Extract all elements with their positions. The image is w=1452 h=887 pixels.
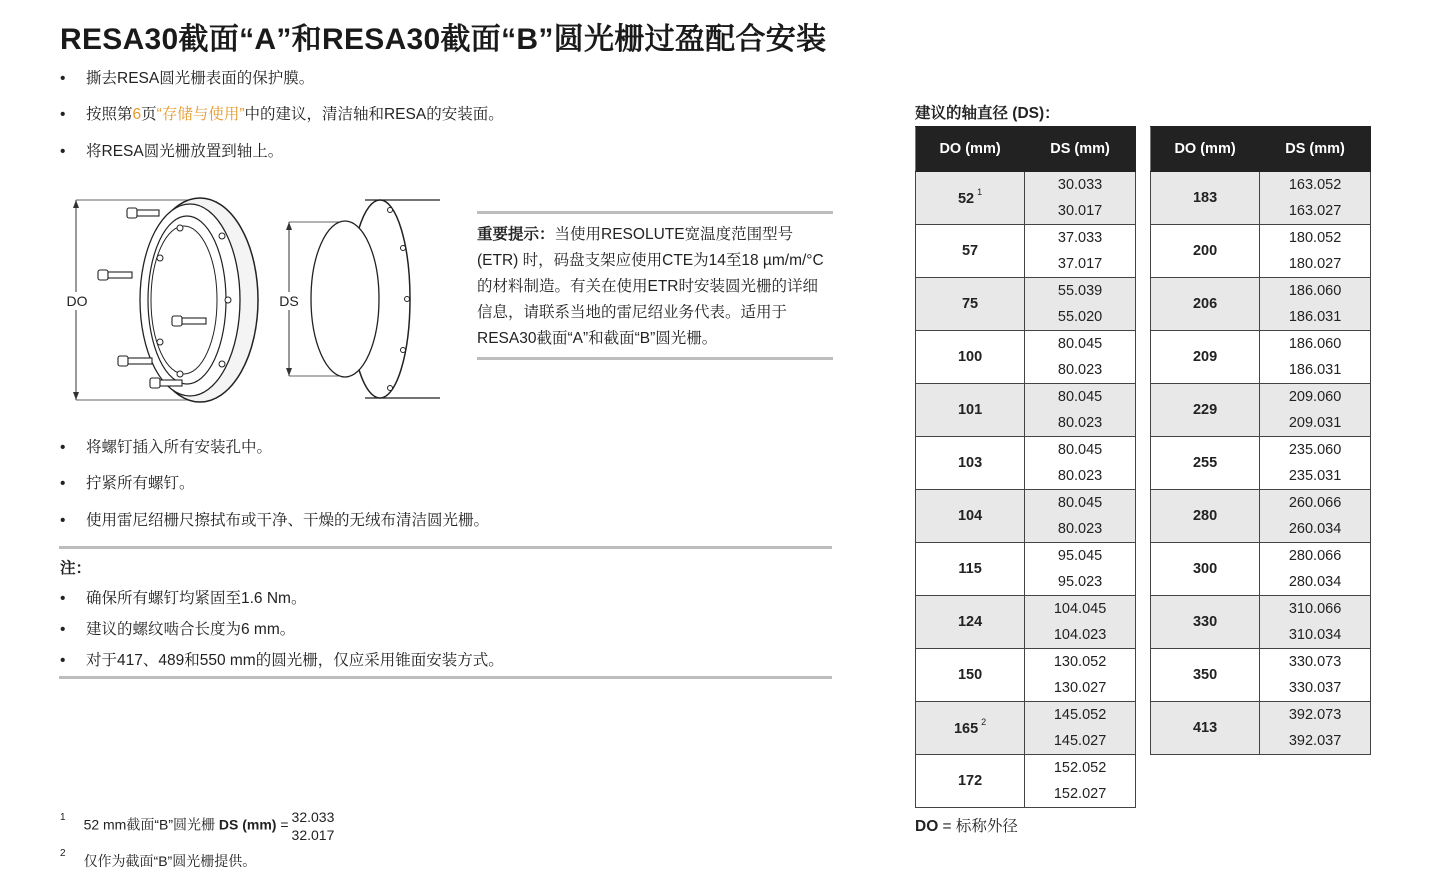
- ds-upper: 260.066: [1260, 490, 1371, 517]
- ds-upper: 392.073: [1260, 702, 1371, 729]
- do-value: 413: [1192, 720, 1218, 736]
- do-cell: [1151, 437, 1260, 490]
- footnote-1: [60, 808, 334, 844]
- ds-lower: 235.031: [1260, 463, 1371, 490]
- ds-upper: 95.045: [1025, 543, 1136, 570]
- do-cell: [916, 543, 1025, 596]
- table-row: [916, 437, 1136, 464]
- ds-upper: 80.045: [1025, 384, 1136, 411]
- ds-lower: 330.037: [1260, 675, 1371, 702]
- table-legend: [915, 814, 1018, 836]
- column-header-do: DO (mm): [1151, 127, 1260, 172]
- notes-heading: 注：: [60, 560, 92, 577]
- table-row: [916, 702, 1136, 729]
- footnote-number: 2: [60, 848, 66, 860]
- note-text: 确保所有螺钉均紧固至1.6 Nm。: [86, 590, 307, 607]
- do-cell: [1151, 649, 1260, 702]
- ds-lower: 55.020: [1025, 304, 1136, 331]
- ds-upper: 80.045: [1025, 490, 1136, 517]
- bullet-text-mid: 页: [141, 106, 157, 123]
- ds-upper: 145.052: [1025, 702, 1136, 729]
- ds-lower: 310.034: [1260, 622, 1371, 649]
- table-row: [916, 755, 1136, 782]
- do-value: 350: [1192, 667, 1218, 683]
- ring-mounting-diagram: [60, 188, 445, 408]
- ds-upper: 80.045: [1025, 437, 1136, 464]
- ds-dimension-label: DS: [279, 293, 299, 309]
- table-row: [1151, 543, 1371, 570]
- shaft-diameter-table-left: [915, 126, 1136, 808]
- footnote-eq: =: [280, 816, 289, 833]
- do-value: 150: [957, 667, 983, 683]
- ds-lower: 80.023: [1025, 357, 1136, 384]
- legend-key: DO: [915, 818, 939, 835]
- page-ref[interactable]: 6: [132, 106, 142, 123]
- table-row: [1151, 384, 1371, 411]
- ds-upper: 180.052: [1260, 225, 1371, 252]
- important-text: 当使用RESOLUTE宽温度范围型号(ETR) 时，码盘支架应使用CTE为14至18 µm/m/°C的材料制造。有关在使用ETR时安装圆光栅的详细信息，请联系当地的雷尼绍业务代表。适用于RESA30截面“A”和截面“B”圆光栅。: [477, 226, 824, 347]
- shaft-diameter-table-right: [1150, 126, 1371, 755]
- do-cell: [1151, 384, 1260, 437]
- bullet-insert-screws: [60, 435, 272, 457]
- do-value: 229: [1192, 402, 1218, 418]
- ds-upper: 330.073: [1260, 649, 1371, 676]
- bullet-dot: •: [60, 652, 66, 669]
- table-row: [916, 384, 1136, 411]
- ds-lower: 260.034: [1260, 516, 1371, 543]
- ds-upper: 209.060: [1260, 384, 1371, 411]
- table-row: [916, 490, 1136, 517]
- do-value: 115: [958, 561, 982, 577]
- ds-lower: 180.027: [1260, 251, 1371, 278]
- footnote-tolerance: [292, 808, 335, 844]
- footnote-text: 仅作为截面“B”圆光栅提供。: [83, 853, 257, 869]
- bullet-text: 将螺钉插入所有安装孔中。: [86, 439, 273, 456]
- ds-upper: 30.033: [1025, 172, 1136, 199]
- ds-lower: 152.027: [1025, 781, 1136, 808]
- ds-lower: 30.017: [1025, 198, 1136, 225]
- ds-upper: 152.052: [1025, 755, 1136, 782]
- legend-eq: =: [938, 818, 956, 835]
- do-value: 172: [957, 773, 983, 789]
- do-value: 52: [957, 190, 975, 207]
- bullet-clean: [60, 102, 504, 124]
- bullet-text: 撕去RESA圆光栅表面的保护膜。: [86, 70, 315, 87]
- footnote-2: [60, 848, 257, 871]
- do-dimension-label: DO: [66, 293, 88, 309]
- resa-ring-icon: [140, 198, 258, 402]
- do-value: 165: [953, 720, 979, 737]
- table-row: [916, 649, 1136, 676]
- table-row: [916, 278, 1136, 305]
- footnote-ref: 1: [977, 187, 983, 198]
- storage-link[interactable]: “存储与使用”: [156, 106, 245, 123]
- table-row: [1151, 278, 1371, 305]
- table-row: [1151, 331, 1371, 358]
- do-cell: [1151, 278, 1260, 331]
- bullet-dot: •: [60, 70, 66, 87]
- note-text: 建议的螺纹啮合长度为6 mm。: [86, 621, 296, 638]
- do-cell: [916, 278, 1025, 331]
- do-cell: [1151, 331, 1260, 384]
- ds-upper: 80.045: [1025, 331, 1136, 358]
- do-cell: [916, 331, 1025, 384]
- do-cell: [916, 225, 1025, 278]
- ds-upper: 37.033: [1025, 225, 1136, 252]
- do-value: 280: [1192, 508, 1218, 524]
- do-value: 103: [957, 455, 983, 471]
- page-title: RESA30截面“A”和RESA30截面“B”圆光栅过盈配合安装: [60, 23, 827, 56]
- ds-upper: 163.052: [1260, 172, 1371, 199]
- ds-lower: 209.031: [1260, 410, 1371, 437]
- table-row: [916, 543, 1136, 570]
- ds-lower: 145.027: [1025, 728, 1136, 755]
- tolerance-upper: 32.033: [291, 809, 335, 825]
- do-cell: [916, 755, 1025, 808]
- table-row: [1151, 172, 1371, 199]
- table-row: [916, 596, 1136, 623]
- do-cell: [1151, 596, 1260, 649]
- do-value: 330: [1192, 614, 1218, 630]
- ds-lower: 80.023: [1025, 516, 1136, 543]
- do-cell: [916, 649, 1025, 702]
- ds-lower: 80.023: [1025, 463, 1136, 490]
- column-header-ds: DS (mm): [1260, 127, 1371, 172]
- note-text: 对于417、489和550 mm的圆光栅，仅应采用锥面安装方式。: [86, 652, 504, 669]
- do-cell: [1151, 172, 1260, 225]
- bullet-tighten: [60, 471, 195, 493]
- ds-upper: 280.066: [1260, 543, 1371, 570]
- note-item: [60, 617, 295, 639]
- do-value: 183: [1192, 190, 1218, 206]
- bullet-dot: •: [60, 512, 66, 529]
- table-row: [916, 225, 1136, 252]
- footnote-bold: DS (mm): [218, 816, 277, 833]
- legend-text: 标称外径: [955, 818, 1018, 835]
- ds-upper: 235.060: [1260, 437, 1371, 464]
- bullet-dot: •: [60, 475, 66, 492]
- ds-upper: 55.039: [1025, 278, 1136, 305]
- divider: [477, 357, 833, 360]
- do-value: 209: [1192, 349, 1218, 365]
- bullet-text: 将RESA圆光栅放置到轴上。: [86, 143, 284, 160]
- do-cell: [916, 596, 1025, 649]
- table-row: [1151, 490, 1371, 517]
- do-cell: [916, 490, 1025, 543]
- divider: [59, 546, 832, 549]
- important-label: 重要提示：: [477, 226, 555, 243]
- bullet-peel-film: [60, 66, 314, 88]
- table-row: [1151, 596, 1371, 623]
- do-value: 101: [957, 402, 983, 418]
- table-title: 建议的轴直径 (DS)：: [915, 105, 1060, 122]
- do-cell: [1151, 490, 1260, 543]
- ds-lower: 392.037: [1260, 728, 1371, 755]
- bullet-dot: •: [60, 621, 66, 638]
- do-cell: [916, 437, 1025, 490]
- do-value: 124: [957, 614, 983, 630]
- do-value: 200: [1192, 243, 1218, 259]
- footnote-ref: 2: [981, 717, 987, 728]
- table-row: [1151, 649, 1371, 676]
- do-cell: [1151, 225, 1260, 278]
- divider: [59, 676, 832, 679]
- note-item: [60, 648, 504, 670]
- ds-lower: 130.027: [1025, 675, 1136, 702]
- ds-upper: 310.066: [1260, 596, 1371, 623]
- do-cell: [916, 702, 1025, 755]
- bullet-place: [60, 139, 283, 161]
- table-row: [1151, 225, 1371, 252]
- bullet-text: 使用雷尼绍栅尺擦拭布或干净、干燥的无绒布清洁圆光栅。: [86, 512, 490, 529]
- do-value: 300: [1192, 561, 1218, 577]
- bullet-text: 拧紧所有螺钉。: [86, 475, 195, 492]
- do-cell: [1151, 543, 1260, 596]
- table-row: [916, 331, 1136, 358]
- ds-lower: 80.023: [1025, 410, 1136, 437]
- bullet-dot: •: [60, 590, 66, 607]
- ds-lower: 37.017: [1025, 251, 1136, 278]
- ds-upper: 130.052: [1025, 649, 1136, 676]
- footnote-number: 1: [60, 812, 66, 824]
- column-header-do: DO (mm): [916, 127, 1025, 172]
- ds-lower: 163.027: [1260, 198, 1371, 225]
- ds-upper: 104.045: [1025, 596, 1136, 623]
- ds-lower: 186.031: [1260, 357, 1371, 384]
- ds-upper: 186.060: [1260, 331, 1371, 358]
- ds-lower: 280.034: [1260, 569, 1371, 596]
- bullet-dot: •: [60, 143, 66, 160]
- bullet-dot: •: [60, 106, 66, 123]
- bullet-text-post: 中的建议，清洁轴和RESA的安装面。: [244, 106, 504, 123]
- table-row: [916, 172, 1136, 199]
- do-value: 206: [1192, 296, 1218, 312]
- footnote-text: 52 mm截面“B”圆光栅: [83, 816, 216, 833]
- bullet-wipe: [60, 508, 489, 530]
- do-value: 57: [961, 243, 979, 259]
- do-cell: [1151, 702, 1260, 755]
- ds-lower: 186.031: [1260, 304, 1371, 331]
- do-cell: [916, 384, 1025, 437]
- do-value: 104: [957, 508, 983, 524]
- do-value: 75: [961, 296, 979, 312]
- shaft-icon: [311, 200, 440, 398]
- table-row: [1151, 702, 1371, 729]
- note-item: [60, 586, 306, 608]
- table-row: [1151, 437, 1371, 464]
- column-header-ds: DS (mm): [1025, 127, 1136, 172]
- tolerance-lower: 32.017: [291, 827, 335, 843]
- do-cell: [916, 172, 1025, 225]
- ds-lower: 95.023: [1025, 569, 1136, 596]
- bullet-text-pre: 按照第: [86, 106, 133, 123]
- divider: [477, 211, 833, 214]
- bullet-dot: •: [60, 439, 66, 456]
- do-value: 255: [1192, 455, 1218, 471]
- do-value: 100: [957, 349, 983, 365]
- important-note: [477, 222, 833, 352]
- ds-lower: 104.023: [1025, 622, 1136, 649]
- ds-upper: 186.060: [1260, 278, 1371, 305]
